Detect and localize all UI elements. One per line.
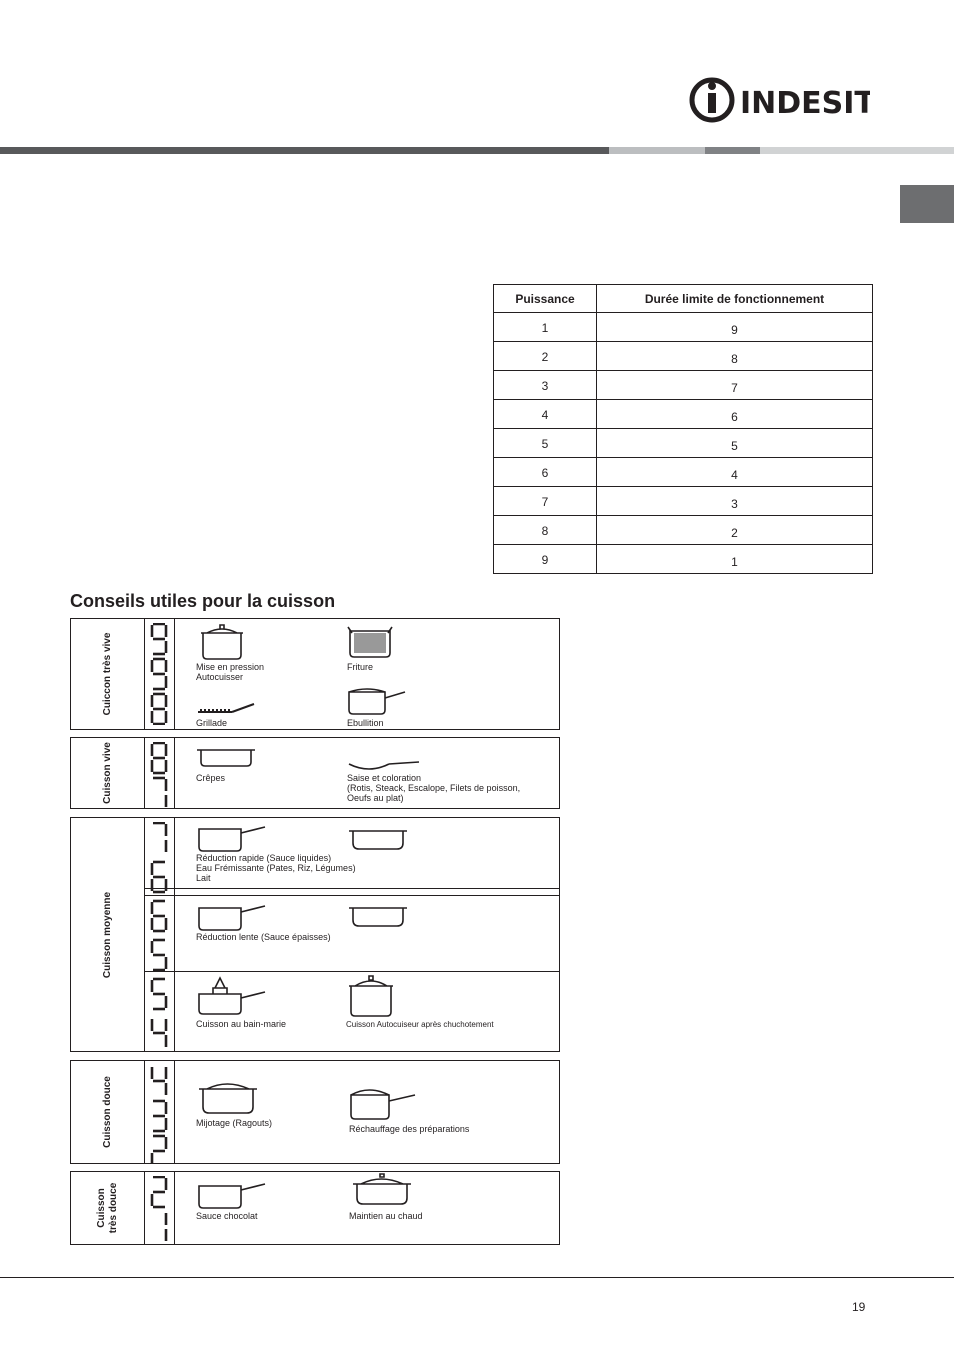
puissance-cell: 6 [494,458,597,487]
power-digits-display [150,742,170,808]
duree-cell: 8 [597,342,873,371]
header-puissance: Puissance [494,285,597,313]
section-tres-vive [70,618,560,730]
puissance-cell: 7 [494,487,597,516]
language-tab [900,185,954,223]
saucepan-lid-icon [349,1085,421,1128]
power-digit-5 [152,940,166,970]
item-ebullition: Ebullition [347,718,384,728]
limit-row [494,313,873,342]
section-label: Cuisson vive [71,738,145,808]
fryer-basket-icon [346,621,396,666]
section-douce [70,1060,560,1164]
item-rechauffage: Réchauffage des préparations [349,1124,470,1134]
pressure-cooker-icon [347,974,397,1023]
puissance-cell: 4 [494,400,597,429]
duree-cell: 9 [597,313,873,342]
limit-row [494,487,873,516]
power-digit-9 [152,659,166,689]
crepe-pan-icon [197,744,259,775]
power-digit-2 [152,1177,166,1207]
limit-row [494,342,873,371]
duree-cell: 2 [597,516,873,545]
casserole-lid-icon [351,1172,415,1213]
item-friture: Friture [347,662,374,672]
subsection-divider [145,971,559,973]
puissance-cell: 3 [494,371,597,400]
casserole-icon [347,902,409,937]
power-digit-2 [152,1136,166,1163]
puissance-cell: 1 [494,313,597,342]
item-crepes: Crêpes [196,773,226,783]
item-bain-marie: Cuisson au bain-marie [196,1019,287,1029]
power-digits-display [150,1176,170,1242]
power-digits-display [150,623,170,725]
header-bar-pale [760,147,954,154]
duree-cell: 7 [597,371,873,400]
casserole-icon [347,823,409,858]
limit-row [494,458,873,487]
limit-row [494,545,873,574]
footer-rule [0,1277,954,1278]
power-digits-display [150,1065,170,1163]
section-label: Cuisson moyenne [71,818,145,1051]
section-vive [70,737,560,809]
saucepan-handle-icon [197,1180,269,1215]
item-maintien-chaud: Maintien au chaud [349,1211,423,1221]
power-digit-4 [152,1019,166,1047]
item-grillade: Grillade [196,718,228,728]
duree-cell: 6 [597,400,873,429]
power-digit-5 [152,979,166,1009]
header-bar-mid [705,147,760,154]
subsection-divider [145,888,559,896]
section-label: Cuisson douce [71,1061,145,1163]
puissance-cell: 5 [494,429,597,458]
item-mijotage: Mijotage (Ragouts) [196,1118,273,1128]
section-title: Conseils utiles pour la cuisson [70,591,336,611]
item-saise-coloration: Saise et coloration (Rotis, Steack, Escalope, Filets de poisson, Oeufs au plat) [347,773,521,803]
brand-logo [688,72,870,131]
header-duree: Durée limite de fonctionnement [597,285,873,313]
header-bar-light [609,147,705,154]
duree-cell: 4 [597,458,873,487]
power-limit-table [493,284,873,574]
duree-cell: 3 [597,487,873,516]
power-digits-display [150,822,170,1050]
section-label: Cuisson très douce [71,1172,145,1244]
item-autocuiseur: Cuisson Autocuiseur après chuchotement [346,1020,494,1029]
power-digit-8 [152,694,166,724]
section-tres-douce [70,1171,560,1245]
limit-row [494,371,873,400]
power-digit-3 [153,1101,166,1131]
page-number: 19 [852,1300,866,1314]
brand-name: INDESIT [740,86,870,121]
puissance-cell: 9 [494,545,597,574]
limit-row [494,400,873,429]
item-reduction-lente: Réduction lente (Sauce épaisses) [196,932,331,942]
duree-cell: 5 [597,429,873,458]
power-digit-7 [153,823,166,852]
bain-marie-icon [197,976,269,1021]
section-label: Cuiccon très vive [71,619,145,729]
item-mise-en-pression: Mise en pression Autocuisser [196,662,265,682]
item-sauce-chocolat: Sauce chocolat [196,1211,258,1221]
limit-row [494,516,873,545]
power-digit-9 [152,624,166,654]
power-digit-6 [152,901,166,931]
puissance-cell: 8 [494,516,597,545]
power-digit-7 [153,778,166,807]
pressure-cooker-icon [199,621,245,666]
limit-row [494,429,873,458]
header-bar-dark [0,147,609,154]
item-reduction-rapide: Réduction rapide (Sauce liquides) Eau Frémissante (Pates, Riz, Légumes) Lait [196,853,356,883]
puissance-cell: 2 [494,342,597,371]
section-moyenne [70,817,560,1052]
power-digit-8 [152,743,166,773]
duree-cell: 1 [597,545,873,574]
power-digit-4 [152,1067,166,1095]
stewpot-icon [197,1081,259,1122]
